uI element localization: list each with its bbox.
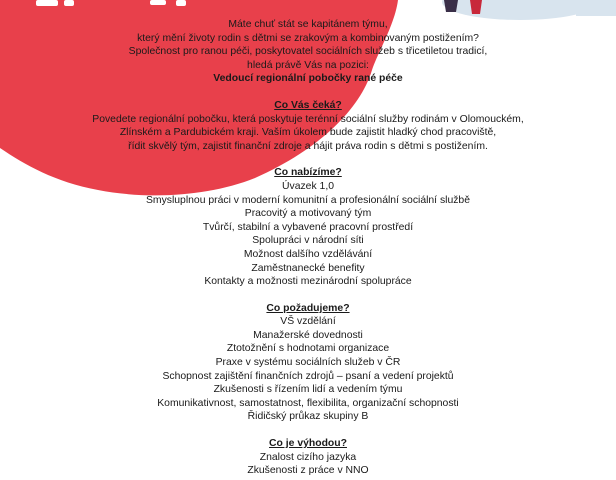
description-line: Zlínském a Pardubickém kraji. Vaším úkolem bude zajistit hladký chod pracoviště, (119, 127, 497, 139)
offer-item: Spolupráci v národní síti (252, 235, 364, 247)
requirement-item: VŠ vzdělání (280, 316, 336, 328)
intro-line: hledá právě Vás na pozici: (247, 59, 369, 71)
intro-line: Společnost pro ranou péči, poskytovatel sociálních služeb s třicetiletou tradicí, (128, 46, 488, 58)
requirement-item: Praxe v systému sociálních služeb v ČR (215, 357, 401, 369)
offer-item: Pracovitý a motivovaný tým (244, 208, 372, 220)
intro-line: Máte chuť stát se kapitánem týmu, (228, 19, 388, 30)
section-heading-requirements: Co požadujeme? (266, 302, 350, 314)
description-line: řídit skvělý tým, zajistit finanční zdroje a hájit práva rodin s dětmi s postižením. (128, 140, 488, 152)
advantage-item: Znalost cizího jazyka (259, 451, 357, 463)
offer-item: Kontakty a možnosti mezinárodní spolupráce (204, 276, 412, 288)
intro-line: který mění životy rodin s dětmi se zrakovým a kombinovaným postižením? (137, 32, 479, 44)
description-line: Povedete regionální pobočku, která poskytuje terénní sociální služby rodinám v Olomouckém, (92, 113, 524, 125)
offer-item: Zaměstnanecké benefity (251, 262, 365, 274)
requirement-item: Schopnost zajištění finančních zdrojů – psaní a vedení projektů (162, 370, 454, 382)
offer-item: Tvůrčí, stabilní a vybavené pracovní prostředí (202, 221, 414, 233)
offer-item: Možnost dalšího vzdělávání (243, 248, 373, 260)
requirement-item: Ztotožnění s hodnotami organizace (226, 343, 390, 355)
position-title: Vedoucí regionální pobočky rané péče (213, 73, 403, 85)
offer-item: Úvazek 1,0 (282, 180, 334, 192)
requirement-item: Komunikativnost, samostatnost, flexibilita, organizační schopnosti (157, 397, 459, 409)
requirement-item: Zkušenosti s řízením lidí a vedením týmu (213, 384, 403, 396)
section-heading-offer: Co nabízíme? (274, 167, 342, 179)
section-heading-advantage: Co je výhodou? (269, 438, 347, 450)
advantage-item: Zkušenosti z práce v NNO (247, 465, 369, 477)
requirement-item: Řidičský průkaz skupiny B (247, 411, 369, 423)
section-heading-what-awaits: Co Vás čeká? (274, 99, 342, 111)
offer-item: Smysluplnou práci v moderní komunitní a profesionální sociální službě (145, 194, 470, 206)
requirement-item: Manažerské dovednosti (253, 329, 363, 341)
